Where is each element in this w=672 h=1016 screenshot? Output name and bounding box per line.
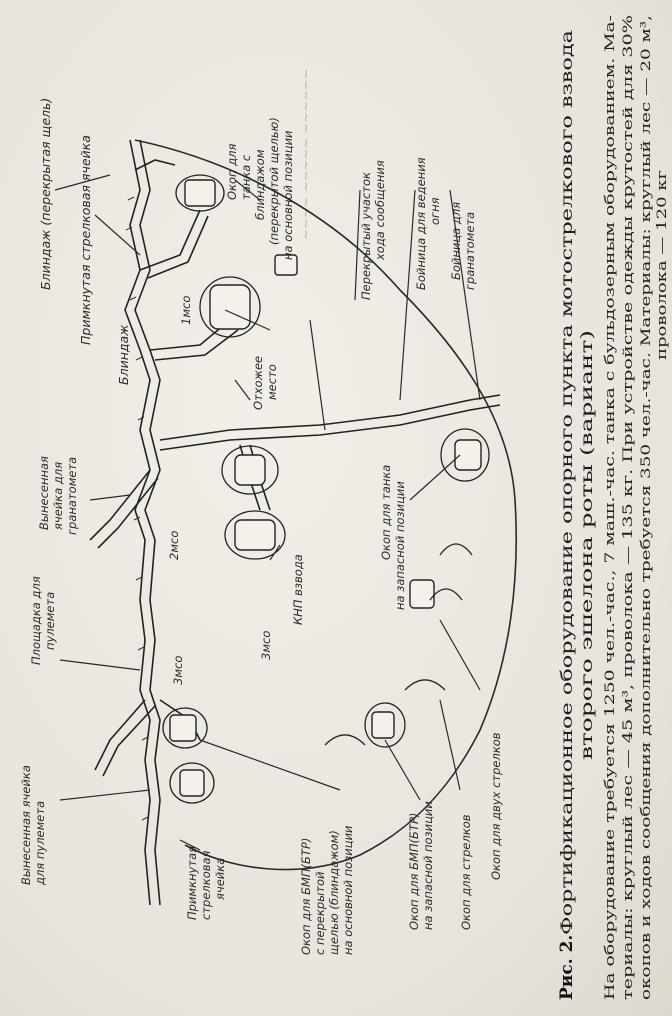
label-vyn-gran-1: Вынесенная [37,456,51,530]
label-okop-tank-1: Окоп для [225,143,239,200]
label-mso3-a: 3мсо [171,655,185,685]
label-mso1: 1мсо [179,295,193,325]
label-okop-tank-zap-2: на запасной позиции [393,481,407,610]
label-okop-dvukh: Окоп для двух стрелков [489,732,503,880]
label-bmp-osn-1: Окоп для БМП(БТР) [299,837,313,955]
figure-caption [557,15,670,1000]
label-perekr-1: Перекрытый участок [359,172,373,300]
rifle-pit-1 [410,580,434,608]
label-bojnica-ogon-1: Бойница для ведения [414,157,428,290]
label-okop-tank-5: на основной позиции [281,130,295,260]
label-mso3-b: 3мсо [259,630,273,660]
emplacement-parapets [163,175,489,803]
label-otkhozhee-2: место [265,364,279,400]
label-ploshchadka-1: Площадка для [29,576,43,665]
label-vyn-gran-2: ячейка для [51,461,65,530]
tank-pit-reserve [455,440,481,470]
label-bojnica-gran-1: Бойница для [449,201,463,280]
label-prim-bot-2: стрелковая [199,850,213,920]
emplacements [170,180,481,796]
label-prim-bot-1: Примкнутая [185,845,199,920]
bmp-pit-reserve [372,712,394,738]
label-vyn-pul-2: для пулемета [33,800,47,885]
label-otkhozhee-1: Отхожее [251,355,265,410]
label-bojnica-ogon-2: огня [428,197,442,225]
label-prim-top: Примкнутая стрелковая ячейка [78,135,93,345]
label-bojnica-gran-2: гранатомета [463,211,477,290]
label-okop-tank-2: танка с [239,154,253,200]
bmp-pit-main [170,715,196,741]
label-bmp-osn-4: на основной позиции [341,825,355,955]
label-okop-tank-zap-1: Окоп для танка [379,464,393,560]
label-blindazh: Блиндаж [116,324,131,385]
label-bmp-osn-3: щелью (блиндажом) [327,830,341,955]
caption-line-1: На оборудование требуется 1250 чел.-час., 7 маш.-час. танка с бульдозерным оборудованием. Ма- [603,302,618,1000]
label-okop-tank-3: блиндажом [253,149,267,220]
label-ploshchadka-2: пулемета [43,591,57,650]
label-perekr-2: хода сообщения [373,160,387,260]
caption-title-2: второго эшелона роты (вариант) [577,483,596,760]
label-blindazh-shchel: Блиндаж (перекрытая щель) [38,97,53,290]
caption-line-3: окопов и ходов сообщения дополнительно требуется 350 чел.-час. Материалы: круглый лес — 20 м³, [639,286,654,1000]
mso1-shelter [210,285,250,329]
caption-line-2: териалы: круглый лес — 45 м³, проволока — 135 кг. При устройстве одежды крутостей для 30% [621,319,636,1000]
label-okop-tank-4: (перекрытой щелью) [267,117,281,245]
label-vyn-gran-3: гранатомета [65,456,79,535]
caption-fig-label: Рис. 2. [557,934,577,1000]
bmp-pit-main-2 [180,770,204,796]
label-vyn-pul-1: Вынесенная ячейка [19,765,33,885]
otkhozhee-shelter [235,455,265,485]
caption-title-1: Фортификационное оборудование опорного пункта мотострелкового взвода [557,287,576,935]
label-bmp-zap-1: Окоп для БМП(БТР) [407,812,421,930]
label-okop-strelkov: Окоп для стрелков [459,814,473,930]
label-knp: КНП взвода [291,554,305,625]
label-bmp-zap-2: на запасной позиции [421,801,435,930]
label-mso2: 2мсо [167,530,181,560]
label-prim-bot-3: ячейка [213,857,227,900]
caption-line-4: проволока — 120 кг [655,219,670,360]
label-bmp-osn-2: с перекрытой [313,871,327,955]
knp-shelter [235,520,275,550]
svg-text:~~~~ ~~~~~ ~~~~~~: ~~~~ ~~~~~ ~~~~~~ [299,68,314,240]
tank-pit-main [185,180,215,206]
